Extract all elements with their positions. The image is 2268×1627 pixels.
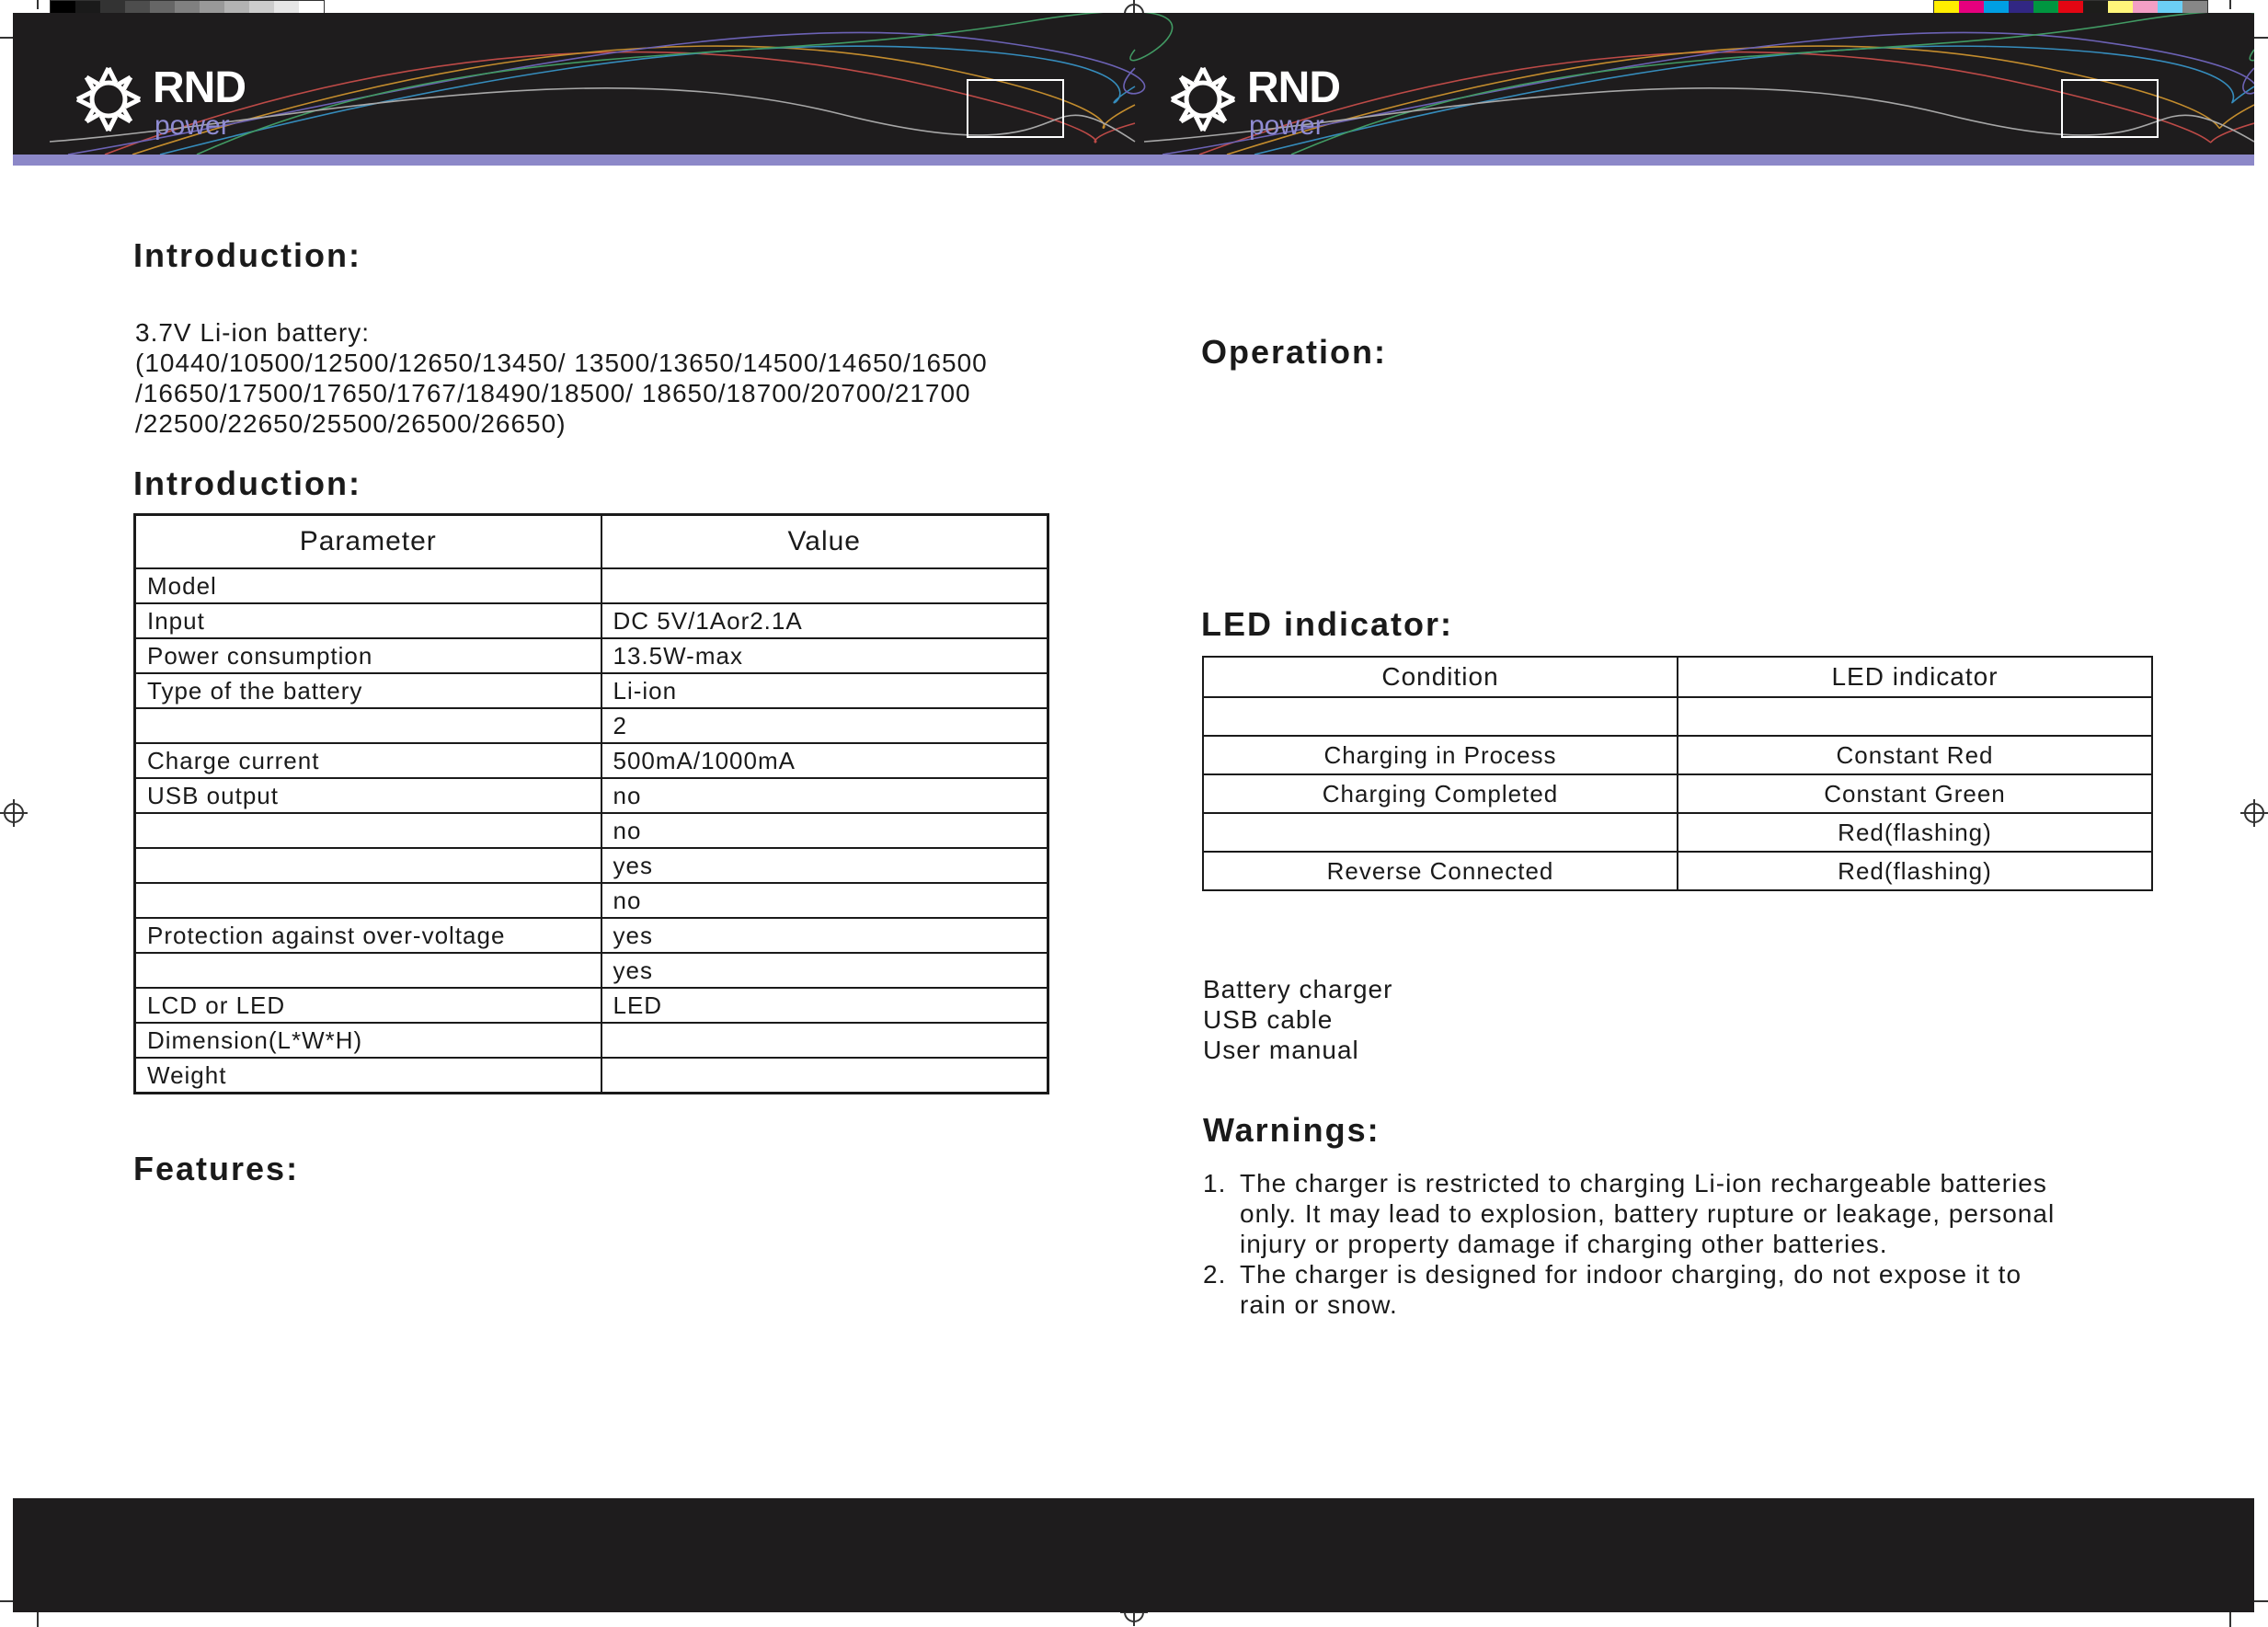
rnd-logo-icon <box>74 64 143 134</box>
table-row <box>135 953 1048 988</box>
features-heading: Features: <box>133 1150 300 1187</box>
value-cell: 13.5W-max <box>601 638 1048 673</box>
table-row <box>1203 774 2152 813</box>
parameter-cell: Charge current <box>135 743 601 778</box>
parameter-cell: Protection against over-voltage <box>135 918 601 953</box>
led-indicator-cell: Red(flashing) <box>1678 813 2152 852</box>
warning-line: The charger is designed for indoor charging, do not expose it to <box>1240 1260 2022 1289</box>
brand-name: RND <box>153 63 246 112</box>
parameter-cell <box>135 883 601 918</box>
table-row <box>135 673 1048 708</box>
table-row <box>135 918 1048 953</box>
table-row <box>135 778 1048 813</box>
condition-cell <box>1203 697 1678 736</box>
list-item: Battery charger <box>1203 975 1393 1003</box>
led-indicator-cell: Constant Red <box>1678 736 2152 774</box>
battery-line: /22500/22650/25500/26500/26650) <box>135 409 567 438</box>
value-cell <box>601 1058 1048 1094</box>
column-header-condition: Condition <box>1203 657 1678 697</box>
parameter-cell: Dimension(L*W*H) <box>135 1023 601 1058</box>
table-row <box>1203 852 2152 890</box>
warnings-heading: Warnings: <box>1203 1111 1380 1149</box>
led-indicator-cell: Constant Green <box>1678 774 2152 813</box>
led-indicator-cell <box>1678 697 2152 736</box>
table-row <box>135 848 1048 883</box>
warning-line: rain or snow. <box>1240 1290 1398 1319</box>
warning-item <box>1203 1259 2055 1320</box>
value-cell: no <box>601 778 1048 813</box>
parameter-cell: Weight <box>135 1058 601 1094</box>
value-cell: no <box>601 813 1048 848</box>
parameter-cell: Input <box>135 603 601 638</box>
warning-line: The charger is restricted to charging Li-ion rechargeable batteries <box>1240 1169 2047 1197</box>
warning-line: only. It may lead to explosion, battery rupture or leakage, personal <box>1240 1199 2056 1228</box>
table-row <box>135 638 1048 673</box>
parameter-cell: LCD or LED <box>135 988 601 1023</box>
condition-cell: Charging Completed <box>1203 774 1678 813</box>
table-row <box>135 813 1048 848</box>
value-cell: 500mA/1000mA <box>601 743 1048 778</box>
battery-compatibility-text <box>135 317 988 439</box>
warnings-list <box>1203 1168 2055 1320</box>
column-header-parameter: Parameter <box>135 515 601 569</box>
led-indicator-cell: Red(flashing) <box>1678 852 2152 890</box>
battery-line: 3.7V Li-ion battery: <box>135 318 371 347</box>
parameter-cell: Type of the battery <box>135 673 601 708</box>
package-contents-list <box>1203 974 1392 1065</box>
table-row <box>135 1058 1048 1094</box>
footer-band <box>13 1498 2254 1612</box>
value-cell: yes <box>601 918 1048 953</box>
warning-number: 1. <box>1203 1169 1227 1197</box>
value-cell: LED <box>601 988 1048 1023</box>
brand-subtitle: power <box>155 110 230 141</box>
column-header-value: Value <box>601 515 1048 569</box>
condition-cell: Reverse Connected <box>1203 852 1678 890</box>
list-item: USB cable <box>1203 1005 1334 1034</box>
value-cell: 2 <box>601 708 1048 743</box>
value-cell: Li-ion <box>601 673 1048 708</box>
parameter-cell: USB output <box>135 778 601 813</box>
brand-name: RND <box>1247 63 1340 112</box>
header-label-box <box>967 79 1064 138</box>
value-cell: yes <box>601 848 1048 883</box>
header-accent-stripe <box>13 155 2254 166</box>
table-row <box>135 708 1048 743</box>
value-cell <box>601 1023 1048 1058</box>
registration-mark-icon <box>2244 803 2264 823</box>
value-cell <box>601 568 1048 603</box>
condition-cell: Charging in Process <box>1203 736 1678 774</box>
brand-subtitle: power <box>1249 110 1324 141</box>
table-row <box>1203 736 2152 774</box>
value-cell: yes <box>601 953 1048 988</box>
introduction-heading: Introduction: <box>133 236 361 274</box>
crop-mark <box>37 1611 39 1627</box>
parameter-cell <box>135 848 601 883</box>
table-row <box>135 568 1048 603</box>
table-header-row <box>135 515 1048 569</box>
parameter-cell: Model <box>135 568 601 603</box>
crop-mark <box>37 0 39 9</box>
header-band <box>13 13 2254 155</box>
brand-logo <box>1168 59 1370 142</box>
parameter-cell <box>135 813 601 848</box>
battery-line: (10440/10500/12500/12650/13450/ 13500/13650/14500/14650/16500 <box>135 349 988 377</box>
parameter-cell: Power consumption <box>135 638 601 673</box>
led-indicator-heading: LED indicator: <box>1201 605 1454 643</box>
registration-mark-icon <box>4 803 24 823</box>
table-row <box>135 883 1048 918</box>
table-row <box>135 988 1048 1023</box>
parameter-cell <box>135 708 601 743</box>
brand-logo <box>74 59 276 142</box>
column-header-led-indicator: LED indicator <box>1678 657 2152 697</box>
rnd-logo-icon <box>1168 64 1238 134</box>
operation-heading: Operation: <box>1201 333 1388 371</box>
list-item: User manual <box>1203 1036 1359 1064</box>
parameter-cell <box>135 953 601 988</box>
warning-line: injury or property damage if charging other batteries. <box>1240 1230 1888 1258</box>
led-indicator-table <box>1202 656 2153 891</box>
header-wave-decoration <box>13 13 2254 155</box>
table-row <box>1203 697 2152 736</box>
specifications-heading: Introduction: <box>133 464 361 502</box>
header-label-box <box>2061 79 2159 138</box>
specifications-table <box>133 513 1049 1094</box>
table-row <box>135 603 1048 638</box>
table-header-row <box>1203 657 2152 697</box>
crop-mark <box>2229 1611 2231 1627</box>
value-cell: no <box>601 883 1048 918</box>
condition-cell <box>1203 813 1678 852</box>
table-row <box>135 1023 1048 1058</box>
battery-line: /16650/17500/17650/1767/18490/18500/ 18650/18700/20700/21700 <box>135 379 971 407</box>
warning-number: 2. <box>1203 1260 1227 1289</box>
value-cell: DC 5V/1Aor2.1A <box>601 603 1048 638</box>
warning-item <box>1203 1168 2055 1259</box>
table-row <box>135 743 1048 778</box>
table-row <box>1203 813 2152 852</box>
crop-mark <box>2229 0 2231 9</box>
